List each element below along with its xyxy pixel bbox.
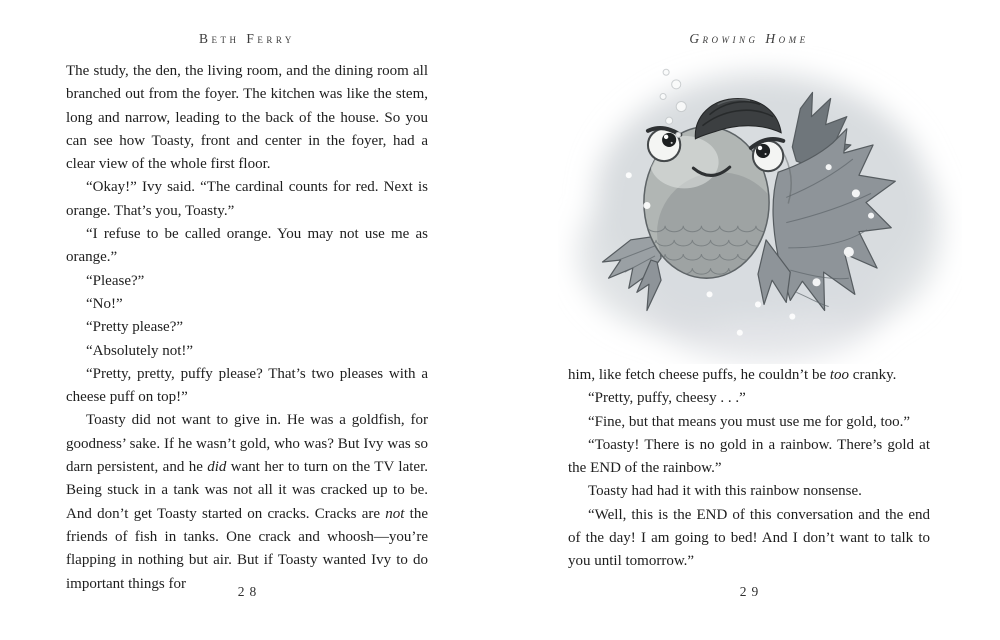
paragraph: “Pretty, puffy, cheesy . . .”: [588, 390, 746, 407]
paragraph: “Please?”: [86, 272, 145, 289]
paragraph: him, like fetch cheese puffs, he couldn’t be too cranky.: [568, 367, 897, 383]
paragraph: “Fine, but that means you must use me for gold, too.”: [588, 413, 911, 430]
paragraph: “No!”: [86, 295, 123, 312]
paragraph: “Pretty, pretty, puffy please? That’s two pleases with a cheese puff on top!”: [66, 365, 428, 406]
running-head-title: Growing Home: [689, 31, 809, 46]
paragraph: The study, the den, the living room, and the dining room all branched out from the foyer. The kitchen was like the stem, long and narrow, leading to the back of the house. So you can see how Toasty, front and center in the foyer, had a clear view of the whole first floor.: [66, 63, 428, 173]
left-page: [66, 0, 428, 640]
paragraph: Toasty did not want to give in. He was a goldfish, for goodness’ sake. If he wasn’t gold, who was? But Ivy was so darn persistent, and he did want her to turn on the TV later. Being stuck in a tank was not all it was cracked up to be. And don’t get Toasty started on cracks. Cracks are not the friends of fish in tanks. One crack and whoosh—you’re flapping in nothing but air. But if Toasty wanted Ivy to do important things for: [66, 412, 429, 592]
paragraph: “Pretty please?”: [86, 319, 184, 336]
paragraph: “Toasty! There is no gold in a rainbow. There’s gold at the END of the rainbow.”: [568, 436, 930, 477]
right-page-number: 29: [739, 584, 764, 599]
left-page-number: 28: [237, 584, 262, 599]
paragraph: “Absolutely not!”: [86, 342, 194, 359]
running-head-author: Beth Ferry: [199, 31, 295, 46]
paragraph: “I refuse to be called orange. You may not use me as orange.”: [66, 226, 428, 266]
right-page-text: [568, 364, 930, 574]
right-page: [568, 0, 930, 640]
paragraph: “Well, this is the END of this conversation and the end of the day! I am going to bed! And I don’t want to talk to you until tomorrow.”: [568, 506, 930, 570]
left-page-text: [66, 60, 428, 596]
paragraph: “Okay!” Ivy said. “The cardinal counts for red. Next is orange. That’s you, Toasty.”: [66, 179, 428, 219]
paragraph: Toasty had had it with this rainbow nonsense.: [588, 483, 862, 500]
